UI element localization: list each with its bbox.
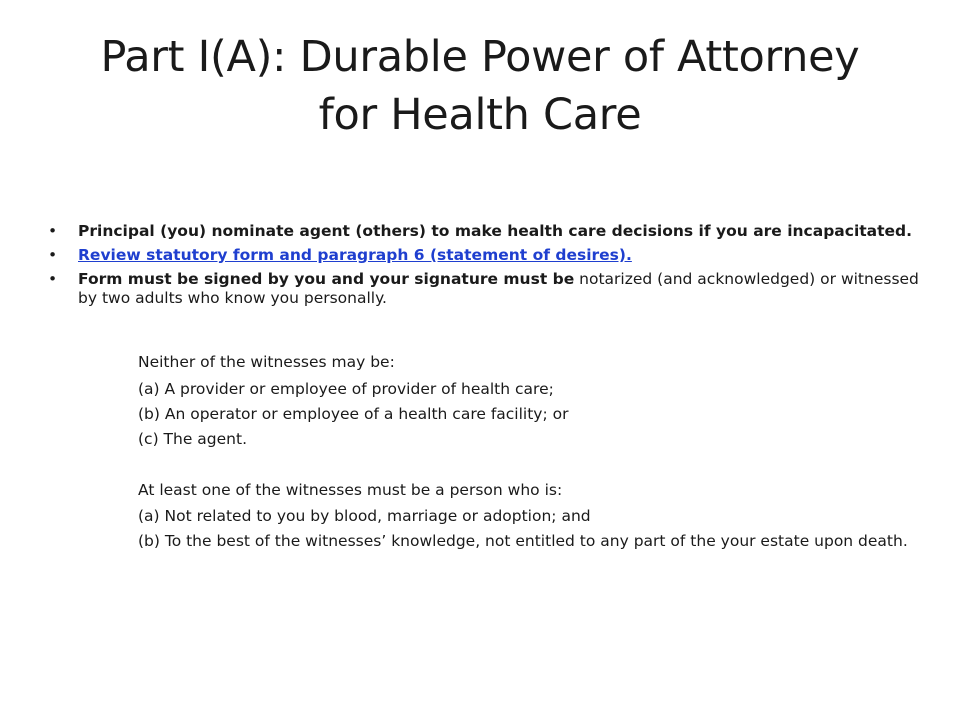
bullet-item-signature <box>48 270 928 308</box>
bullet-list <box>48 222 928 313</box>
bullet-text: Principal (you) nominate agent (others) to make health care decisions if you are incapacitated. <box>78 222 913 240</box>
witnesses-not-heading: Neither of the witnesses may be: <box>138 353 395 371</box>
review-statutory-form-link[interactable]: Review statutory form and paragraph 6 (statement of desires). <box>78 246 632 264</box>
bullet-item-principal <box>48 222 928 241</box>
witnesses-must-item: (a) Not related to you by blood, marriage or adoption; and <box>138 507 591 525</box>
witnesses-must-heading: At least one of the witnesses must be a person who is: <box>138 481 563 499</box>
bullet-rest-text: notarized (and acknowledged) or witnessed by two adults who know you personally. <box>78 270 919 307</box>
witnesses-not-item: (b) An operator or employee of a health care facility; or <box>138 405 569 423</box>
witnesses-not-item: (c) The agent. <box>138 430 247 448</box>
bullet-bold-text: Form must be signed by you and your signature must be <box>78 270 575 288</box>
bullet-dot-icon: • <box>48 222 58 240</box>
slide-title-line-2: for Health Care <box>318 90 642 140</box>
slide-title <box>40 28 920 144</box>
bullet-item-review <box>48 246 928 265</box>
slide-title-line-1: Part I(A): Durable Power of Attorney <box>100 32 860 82</box>
bullet-dot-icon: • <box>48 270 58 288</box>
witnesses-must-item: (b) To the best of the witnesses’ knowledge, not entitled to any part of the your estate upon death. <box>138 532 908 550</box>
bullet-dot-icon: • <box>48 246 58 264</box>
witnesses-not-item: (a) A provider or employee of provider of health care; <box>138 380 554 398</box>
